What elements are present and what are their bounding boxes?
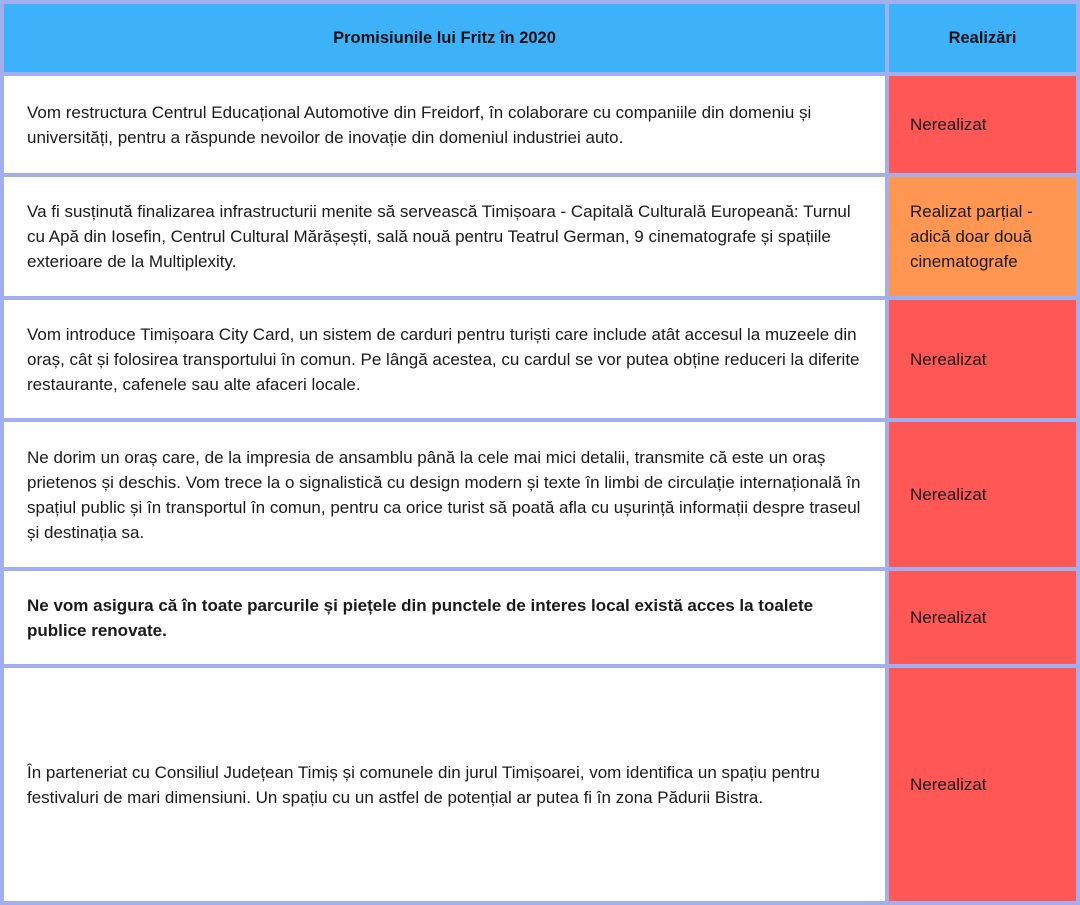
table-row-promise: Vom restructura Centrul Educațional Automotive din Freidorf, în colaborare cu companiile din domeniu și universități, pentru a răspunde nevoilor de inovație din domeniul industriei auto. (4, 76, 885, 173)
table-row-promise: Vom introduce Timișoara City Card, un sistem de carduri pentru turiști care include atât accesul la muzeele din oraș, cât și folosirea transportului în comun. Pe lângă acestea, cu cardul se vor putea obține reduceri la diferite restaurante, cafenele sau alte afaceri locale. (4, 300, 885, 418)
table-row-promise: Ne dorim un oraș care, de la impresia de ansamblu până la cele mai mici detalii, transmite că este un oraș prietenos și deschis. Vom trece la o signalistică cu design modern și texte în limbi de circulație internațională în spațiul public și în transportul în comun, pentru ca orice turist să poată afla cu ușurință informații despre traseul și destinația sa. (4, 422, 885, 567)
table-row-promise: În parteneriat cu Consiliul Județean Timiș și comunele din jurul Timișoarei, vom identifica un spațiu pentru festivaluri de mari dimensiuni. Un spațiu cu un astfel de potențial ar putea fi în zona Pădurii Bistra. (4, 668, 885, 901)
header-promises (4, 4, 885, 72)
table-row-promise: Va fi susținută finalizarea infrastructurii menite să servească Timișoara - Capitală Culturală Europeană: Turnul cu Apă din Iosefin, Centrul Cultural Mărășești, sală nouă pentru Teatrul German, 9 cinematografe și spațiile exterioare de la Multiplexity. (4, 177, 885, 296)
status-badge: Nerealizat (889, 76, 1076, 173)
status-badge: Realizat parțial - adică doar două cinematografe (889, 177, 1076, 296)
table-row-promise: Ne vom asigura că în toate parcurile și piețele din punctele de interes local există acces la toalete publice renovate. (4, 571, 885, 664)
status-badge: Nerealizat (889, 422, 1076, 567)
status-badge: Nerealizat (889, 668, 1076, 901)
status-badge: Nerealizat (889, 571, 1076, 664)
header-status (889, 4, 1076, 72)
header-promises-label: Promisiunile lui Fritz în 2020 (333, 28, 556, 47)
status-badge: Nerealizat (889, 300, 1076, 418)
header-status-label: Realizări (948, 28, 1017, 47)
